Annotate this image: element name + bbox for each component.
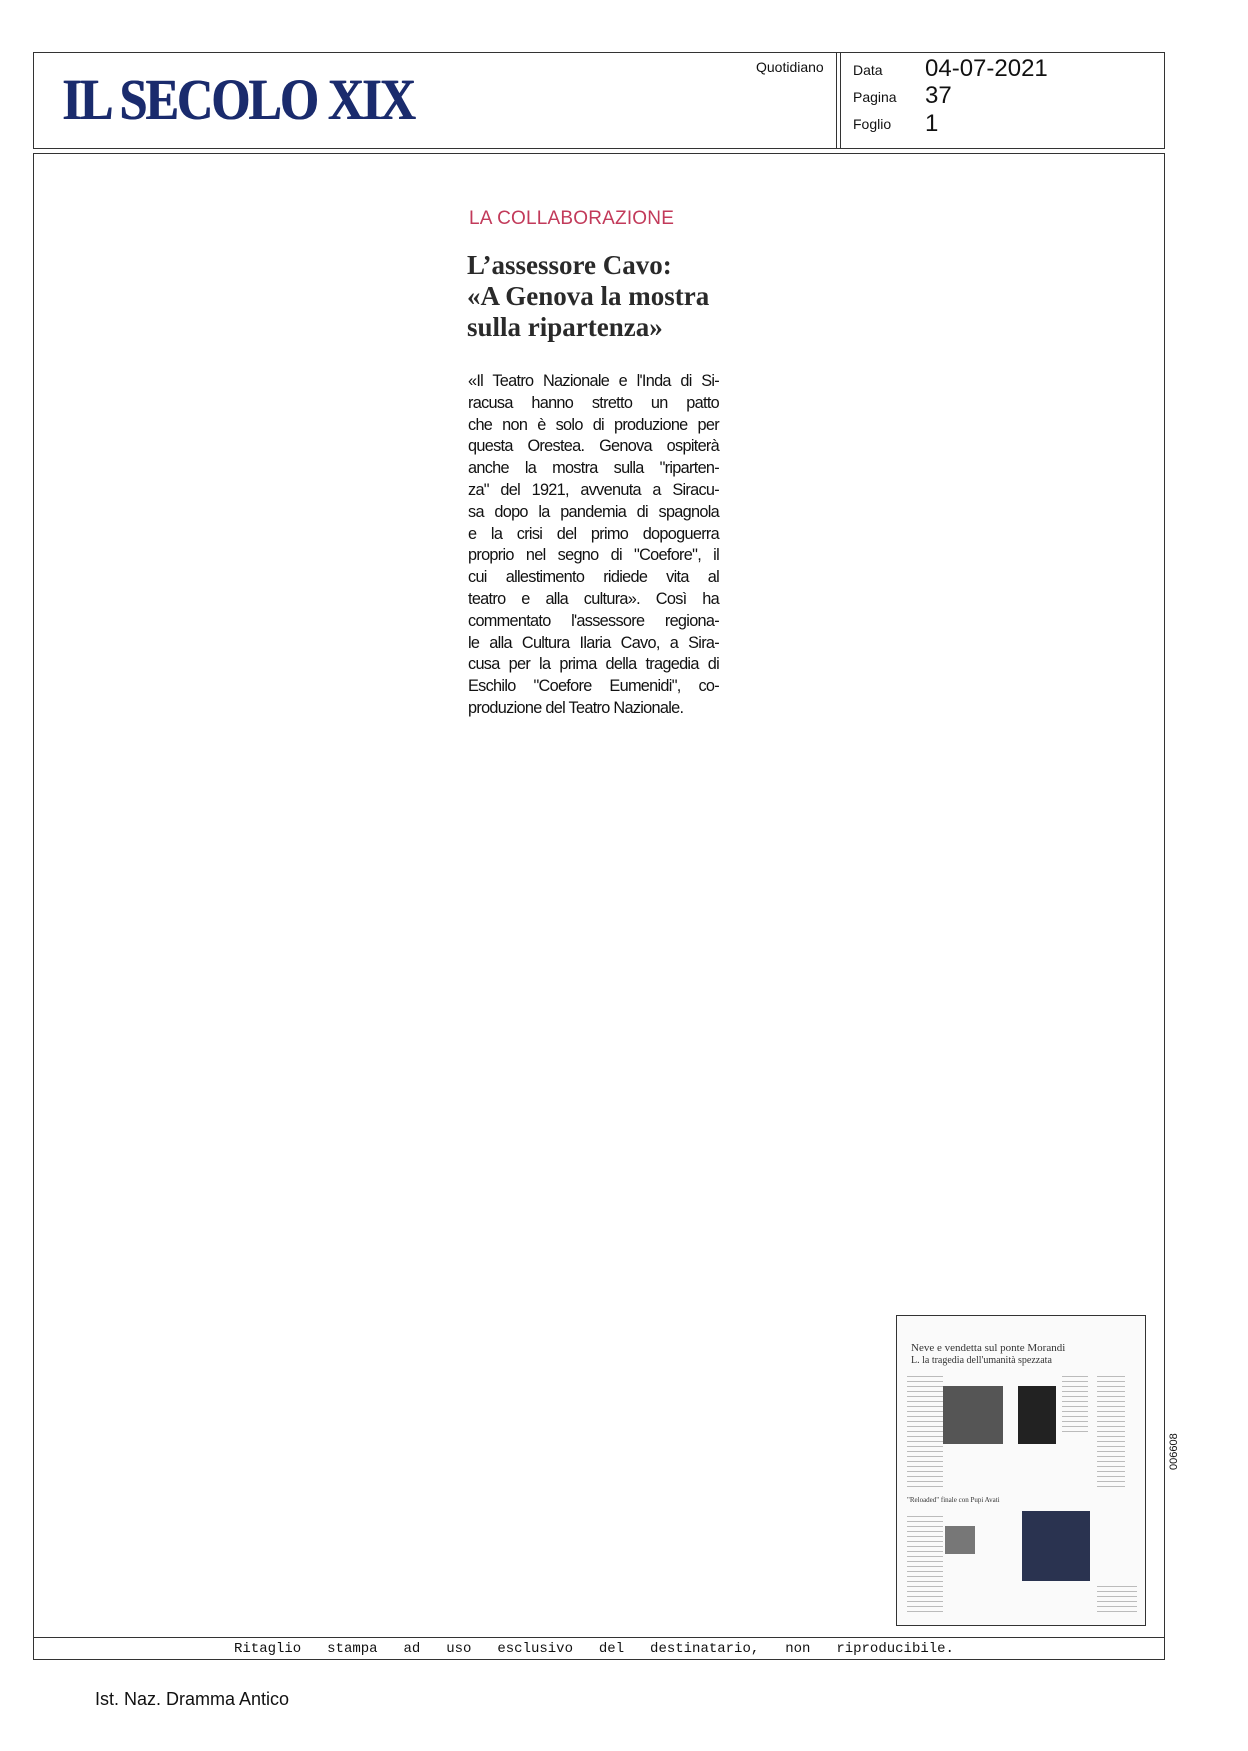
thumbnail-text-line — [907, 1461, 943, 1462]
article-body — [468, 371, 719, 720]
thumbnail-text-line — [907, 1531, 943, 1532]
thumbnail-text-line — [907, 1586, 943, 1587]
thumbnail-text-line — [907, 1441, 943, 1442]
thumbnail-text-line — [907, 1561, 943, 1562]
thumbnail-text-line — [907, 1596, 943, 1597]
article-headline — [467, 250, 737, 343]
disclaimer-word: stampa — [327, 1641, 378, 1657]
thumbnail-subhead: "Reloaded" finale con Pupi Avati — [907, 1496, 1000, 1504]
thumbnail-text-line — [1097, 1471, 1125, 1472]
thumbnail-text-line — [907, 1566, 943, 1567]
body-line: racusa hanno stretto un patto — [468, 393, 719, 412]
thumbnail-text-line — [1097, 1461, 1125, 1462]
body-line: anche la mostra sulla "riparten- — [468, 459, 719, 478]
headline-line: «A Genova la mostra — [467, 281, 710, 311]
thumbnail-text-line — [1097, 1601, 1137, 1602]
thumbnail-text-line — [907, 1591, 943, 1592]
document-code: 006608 — [1168, 1433, 1180, 1470]
thumbnail-text-line — [907, 1526, 943, 1527]
thumbnail-text-line — [907, 1376, 943, 1377]
thumbnail-headline: L. la tragedia dell'umanità spezzata — [911, 1355, 1052, 1366]
body-line: «Il Teatro Nazionale e l'Inda di Si- — [468, 372, 719, 390]
thumbnail-photo — [945, 1526, 975, 1554]
masthead-logo: IL SECOLO XIX — [62, 67, 414, 132]
foglio-value: 1 — [925, 110, 939, 137]
thumbnail-text-line — [907, 1456, 943, 1457]
body-line: proprio nel segno di "Coefore", il — [468, 546, 719, 565]
data-label: Data — [853, 62, 883, 78]
thumbnail-text-line — [1097, 1456, 1125, 1457]
thumbnail-text-line — [907, 1386, 943, 1387]
article-kicker: LA COLLABORAZIONE — [469, 208, 675, 229]
thumbnail-text-line — [1097, 1596, 1137, 1597]
body-line: teatro e alla cultura». Così ha — [468, 589, 719, 608]
thumbnail-text-line — [1097, 1396, 1125, 1397]
body-line: le alla Cultura Ilaria Cavo, a Sira- — [468, 633, 719, 652]
thumbnail-text-line — [907, 1516, 943, 1517]
thumbnail-text-line — [1062, 1431, 1088, 1432]
thumbnail-text-line — [907, 1401, 943, 1402]
thumbnail-text-line — [1097, 1441, 1125, 1442]
thumbnail-text-line — [1097, 1451, 1125, 1452]
data-value: 04-07-2021 — [925, 55, 1048, 82]
thumbnail-text-line — [1062, 1401, 1088, 1402]
thumbnail-text-line — [1097, 1606, 1137, 1607]
body-line: za" del 1921, avvenuta a Siracu- — [468, 480, 719, 499]
publication-type: Quotidiano — [756, 59, 824, 75]
thumbnail-text-line — [907, 1611, 943, 1612]
thumbnail-text-line — [1062, 1376, 1088, 1377]
body-line: sa dopo la pandemia di spagnola — [468, 502, 719, 521]
thumbnail-text-line — [1097, 1416, 1125, 1417]
thumbnail-text-line — [1097, 1481, 1125, 1482]
thumbnail-text-line — [1097, 1591, 1137, 1592]
thumbnail-text-line — [1097, 1431, 1125, 1432]
thumbnail-text-line — [1097, 1436, 1125, 1437]
thumbnail-text-line — [1062, 1391, 1088, 1392]
thumbnail-text-line — [907, 1576, 943, 1577]
disclaimer-word: non — [785, 1641, 811, 1657]
page-thumbnail — [896, 1315, 1146, 1626]
disclaimer-word: esclusivo — [497, 1641, 573, 1657]
headline-line: L’assessore Cavo: — [467, 250, 672, 280]
thumbnail-text-line — [1062, 1386, 1088, 1387]
header-divider — [836, 52, 841, 149]
thumbnail-text-line — [1097, 1376, 1125, 1377]
thumbnail-text-line — [907, 1521, 943, 1522]
thumbnail-text-line — [907, 1546, 943, 1547]
body-line: e la crisi del primo dopoguerra — [468, 524, 719, 543]
thumbnail-photo — [1018, 1386, 1056, 1444]
thumbnail-text-line — [1097, 1391, 1125, 1392]
disclaimer-word: Ritaglio — [234, 1641, 302, 1657]
thumbnail-text-line — [1062, 1406, 1088, 1407]
thumbnail-text-line — [1097, 1386, 1125, 1387]
thumbnail-text-line — [907, 1476, 943, 1477]
body-line: Eschilo "Coefore Eumenidi", co- — [468, 677, 719, 696]
body-line: commentato l'assessore regiona- — [468, 611, 719, 630]
thumbnail-text-line — [1097, 1446, 1125, 1447]
thumbnail-text-line — [907, 1451, 943, 1452]
thumbnail-text-line — [907, 1406, 943, 1407]
thumbnail-text-line — [907, 1436, 943, 1437]
disclaimer — [234, 1641, 954, 1657]
thumbnail-text-line — [1062, 1421, 1088, 1422]
thumbnail-text-line — [1097, 1586, 1137, 1587]
body-line: cusa per la prima della tragedia di — [468, 655, 719, 674]
thumbnail-text-line — [907, 1396, 943, 1397]
thumbnail-photo — [1022, 1511, 1090, 1581]
thumbnail-text-line — [1097, 1466, 1125, 1467]
body-line: produzione del Teatro Nazionale. — [468, 698, 684, 717]
thumbnail-text-line — [907, 1426, 943, 1427]
thumbnail-text-line — [1097, 1421, 1125, 1422]
thumbnail-text-line — [907, 1481, 943, 1482]
thumbnail-text-line — [907, 1381, 943, 1382]
thumbnail-text-line — [907, 1416, 943, 1417]
thumbnail-text-line — [1097, 1411, 1125, 1412]
thumbnail-text-line — [907, 1606, 943, 1607]
thumbnail-text-line — [907, 1551, 943, 1552]
disclaimer-word: uso — [446, 1641, 472, 1657]
thumbnail-text-line — [907, 1471, 943, 1472]
thumbnail-text-line — [907, 1601, 943, 1602]
thumbnail-text-line — [1097, 1381, 1125, 1382]
thumbnail-text-line — [907, 1486, 943, 1487]
pagina-label: Pagina — [853, 89, 897, 105]
thumbnail-text-line — [1097, 1476, 1125, 1477]
thumbnail-text-line — [1097, 1611, 1137, 1612]
thumbnail-text-line — [1062, 1416, 1088, 1417]
thumbnail-text-line — [1097, 1401, 1125, 1402]
disclaimer-word: riproducibile. — [836, 1641, 954, 1657]
thumbnail-text-line — [1062, 1381, 1088, 1382]
thumbnail-text-line — [907, 1431, 943, 1432]
thumbnail-text-line — [1097, 1486, 1125, 1487]
pagina-value: 37 — [925, 82, 952, 109]
body-line: questa Orestea. Genova ospiterà — [468, 437, 719, 456]
body-line: che non è solo di produzione per — [468, 415, 719, 434]
thumbnail-text-line — [1097, 1426, 1125, 1427]
client-name: Ist. Naz. Dramma Antico — [95, 1689, 290, 1709]
thumbnail-text-line — [907, 1391, 943, 1392]
foglio-label: Foglio — [853, 116, 892, 132]
thumbnail-text-line — [907, 1581, 943, 1582]
thumbnail-text-line — [907, 1571, 943, 1572]
thumbnail-text-line — [1062, 1426, 1088, 1427]
thumbnail-text-line — [907, 1446, 943, 1447]
thumbnail-headline: Neve e vendetta sul ponte Morandi — [911, 1342, 1066, 1354]
thumbnail-photo — [943, 1386, 1003, 1444]
thumbnail-text-line — [907, 1421, 943, 1422]
disclaimer-word: destinatario, — [650, 1641, 760, 1657]
thumbnail-text-line — [1062, 1396, 1088, 1397]
thumbnail-text-line — [907, 1541, 943, 1542]
body-line: cui allestimento ridiede vita al — [468, 568, 719, 587]
thumbnail-text-line — [907, 1556, 943, 1557]
thumbnail-text-line — [1062, 1411, 1088, 1412]
thumbnail-text-line — [907, 1411, 943, 1412]
thumbnail-text-line — [907, 1536, 943, 1537]
thumbnail-text-line — [1097, 1406, 1125, 1407]
disclaimer-word: del — [598, 1641, 625, 1657]
headline-line: sulla ripartenza» — [467, 312, 663, 342]
disclaimer-word: ad — [403, 1641, 421, 1657]
thumbnail-text-line — [907, 1466, 943, 1467]
